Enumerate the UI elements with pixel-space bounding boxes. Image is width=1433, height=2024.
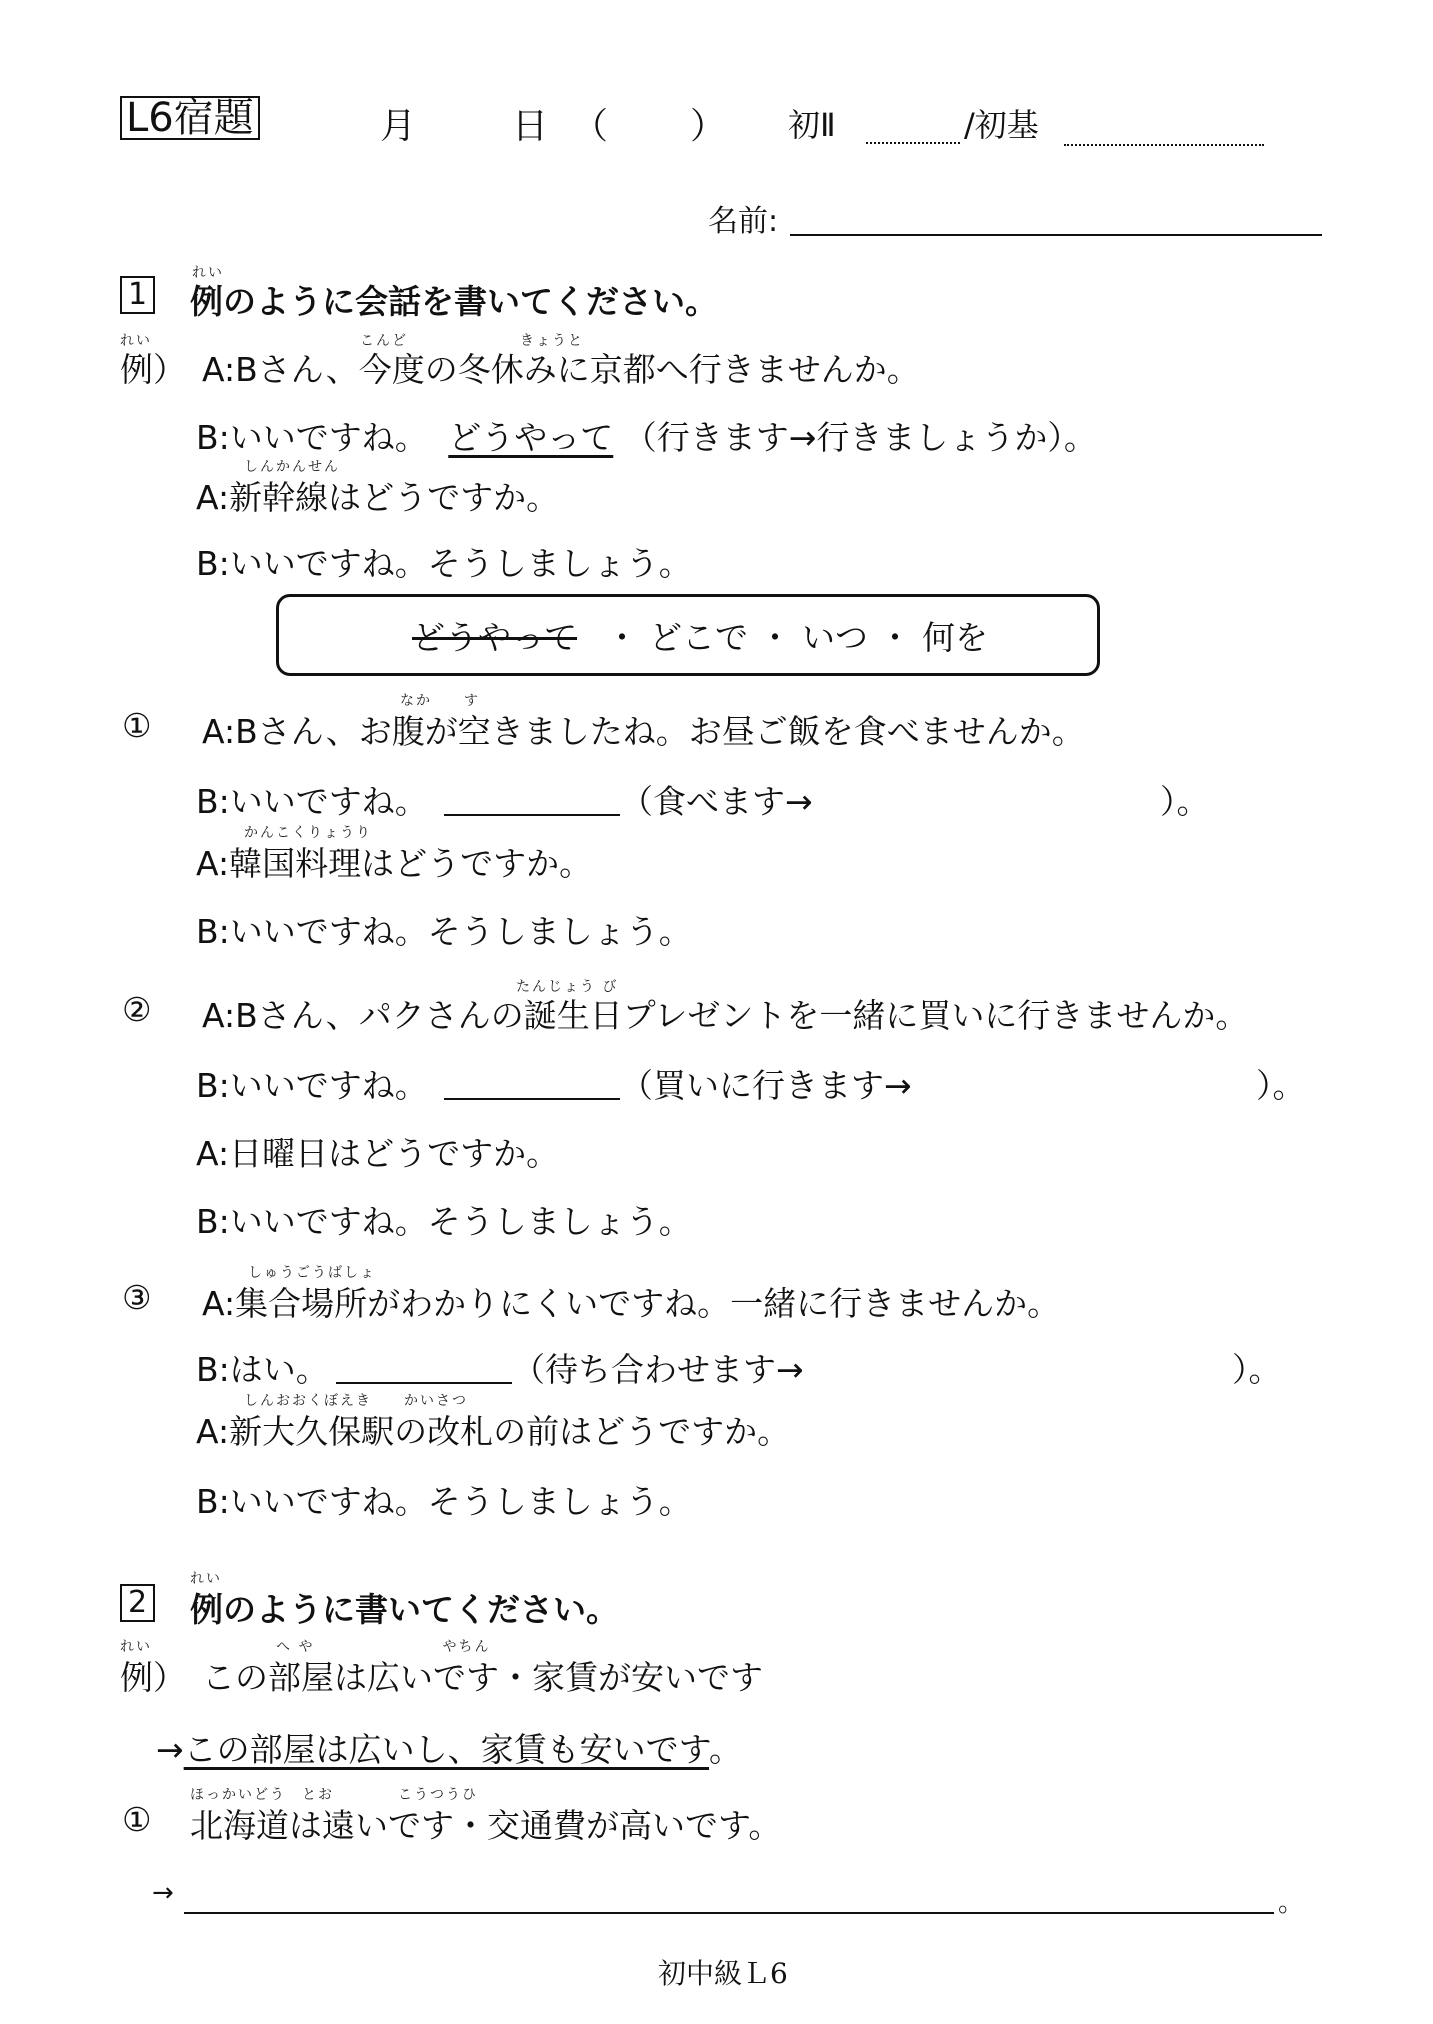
item-2-b-close: ）。 [1256,1066,1306,1105]
example-1-line2-prefix: B:いいですね。 [196,418,428,457]
weekday-paren-open: （ [572,106,609,147]
day-label: 日 [512,106,549,147]
name-label: 名前: [708,204,779,239]
example-1-line3: A:新幹線はどうですか。 [196,478,560,517]
item-1-b-close: ）。 [1160,782,1210,821]
section-2-item-1-furigana: ほっかいどう とお こうつうひ [190,1787,478,1803]
item-3-answer-blank[interactable] [336,1382,512,1384]
worksheet-title: L6宿題 [120,96,260,140]
section-2-instruction: 例のように書いてください。 [190,1590,619,1629]
example-2-arrow: → [156,1730,184,1769]
name-field[interactable] [790,234,1322,236]
item-3-a1: A:集合場所がわかりにくいですね。一緒に行きませんか。 [202,1284,1061,1323]
page-footer: 初中級Ｌ6 [658,1957,788,1990]
section-1-instruction: 例のように会話を書いてください。 [190,282,718,321]
example-2-answer-line [156,1724,742,1771]
item-3-marker: ③ [122,1278,152,1317]
section-2-item-1-answer-line[interactable] [184,1912,1274,1914]
class-label-1: 初Ⅱ [788,106,836,144]
weekday-paren-close: ） [690,106,727,147]
section-2-item-1-text: 北海道は遠いです・交通費が高いです。 [190,1806,782,1845]
word-choice-list [412,612,988,659]
section-2-number: 2 [120,1584,155,1622]
item-1-b-suffix: （食べます→ [620,782,813,821]
class-label-2: /初基 [964,106,1039,144]
section-1-number: 1 [120,276,155,314]
item-2-answer-blank[interactable] [444,1098,620,1100]
item-1-a1: A:Bさん、お腹が空きましたね。お昼ご飯を食べませんか。 [202,712,1085,751]
item-3-b-suffix: （待ち合わせます→ [512,1350,804,1389]
section-2-item-1-marker: ① [122,1800,152,1839]
example-1-marker: 例） [120,350,186,389]
item-1-a2: A:韓国料理はどうですか。 [196,844,593,883]
item-1-marker: ① [122,706,152,745]
example-1-line1-furigana: こんど きょうと [360,333,584,349]
class-blank-1[interactable] [866,142,960,144]
example-2-marker-furigana: れい [120,1639,152,1655]
word-choice-rest: ・ どこで ・ いつ ・ 何を [605,618,988,657]
example-2-marker: 例） [120,1658,186,1697]
item-2-marker: ② [122,990,152,1029]
item-1-a2-furigana: かんこくりょうり [244,825,372,841]
item-2-a2: A:日曜日はどうですか。 [196,1134,560,1173]
item-3-a2-furigana: しんおおくぼえき かいさつ [244,1393,468,1409]
example-2-line1-furigana: へ や やちん [276,1639,491,1655]
class-blank-2[interactable] [1064,144,1264,146]
word-choice-used: どうやって [412,618,577,657]
example-1-line3-furigana: しんかんせん [244,459,340,475]
instruction-2-furigana: れい [190,1571,222,1587]
item-1-answer-blank[interactable] [444,814,620,816]
item-1-b2: B:いいですね。そうしましょう。 [196,912,692,951]
example-2-answer: この部屋は広いし、家賃も安いです [183,1730,710,1769]
instruction-1-furigana: れい [192,265,224,281]
example-1-line4: B:いいですね。そうしましょう。 [196,544,692,583]
example-1-answer: どうやって [448,418,614,457]
item-3-a2: A:新大久保駅の改札の前はどうですか。 [196,1412,791,1451]
item-3-b-close: ）。 [1232,1350,1282,1389]
section-2-item-1-arrow: → [152,1878,174,1908]
example-1-line2-suffix: （行きます→行きましょうか）。 [623,418,1097,457]
item-2-b-suffix: （買いに行きます→ [620,1066,912,1105]
example-1-line1: A:Bさん、今度の冬休みに京都へ行きませんか。 [202,350,920,389]
item-3-b2: B:いいですね。そうしましょう。 [196,1482,692,1521]
item-1-b-prefix: B:いいですね。 [196,782,428,821]
example-2-line1: この部屋は広いです・家賃が安いです [202,1658,763,1697]
item-2-a1-furigana: たんじょう び [516,979,619,995]
example-2-answer-end: 。 [709,1730,743,1769]
example-1-line2 [196,412,1097,459]
item-2-a1: A:Bさん、パクさんの誕生日プレゼントを一緒に買いに行きませんか。 [202,996,1249,1035]
item-1-a1-furigana: なか す [400,693,480,709]
section-2-item-1-end: 。 [1278,1888,1305,1918]
item-2-b-prefix: B:いいですね。 [196,1066,428,1105]
item-2-b2: B:いいですね。そうしましょう。 [196,1202,692,1241]
month-label: 月 [380,106,417,147]
item-3-b-prefix: B:はい。 [196,1350,329,1389]
item-3-a1-furigana: しゅうごうばしょ [248,1265,376,1281]
example-1-marker-furigana: れい [120,333,152,349]
